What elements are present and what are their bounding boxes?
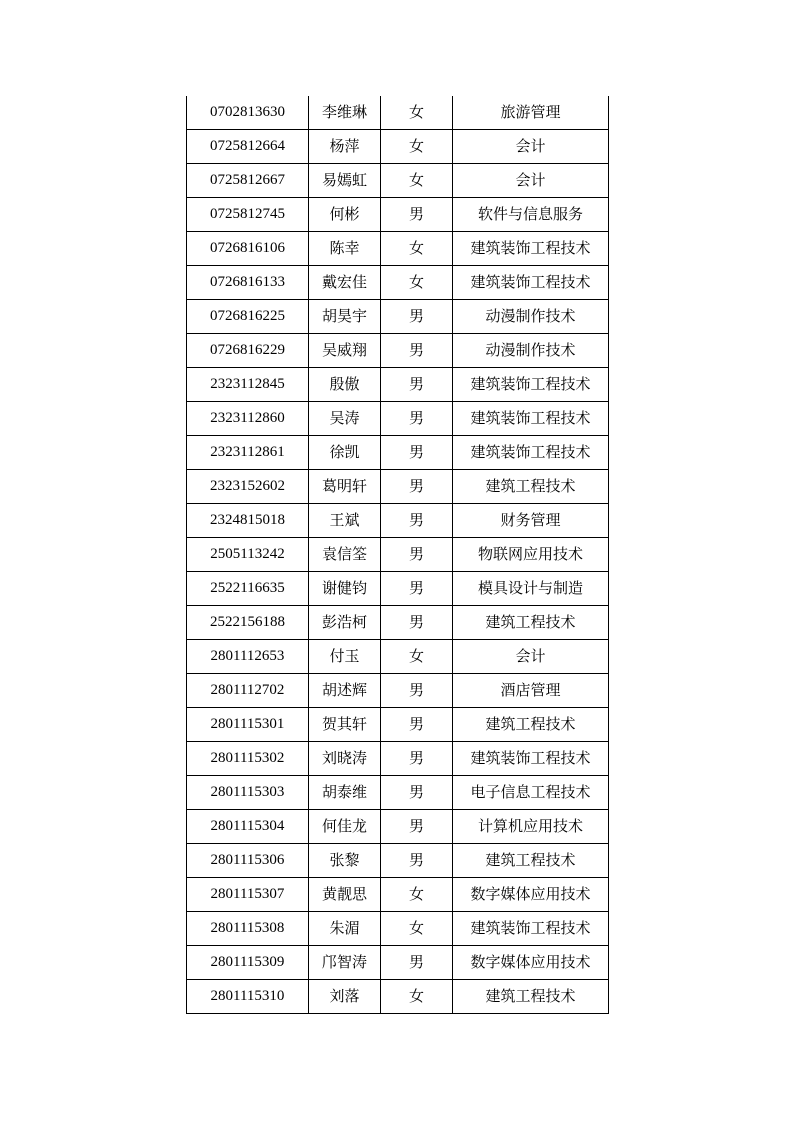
student-gender-cell: 男: [381, 198, 453, 232]
table-row: [187, 300, 609, 334]
student-major-cell: 建筑装饰工程技术: [453, 232, 609, 266]
student-id-cell: 2801112702: [187, 674, 309, 708]
student-gender-cell: 女: [381, 878, 453, 912]
student-table-body: [187, 96, 609, 1014]
student-id-cell: 0726816229: [187, 334, 309, 368]
student-id-cell: 0726816133: [187, 266, 309, 300]
student-name-cell: 付玉: [309, 640, 381, 674]
student-major-cell: 建筑工程技术: [453, 708, 609, 742]
table-row: [187, 368, 609, 402]
student-name-cell: 胡昊宇: [309, 300, 381, 334]
student-major-cell: 计算机应用技术: [453, 810, 609, 844]
student-gender-cell: 男: [381, 470, 453, 504]
student-major-cell: 旅游管理: [453, 96, 609, 130]
table-row: [187, 504, 609, 538]
table-row: [187, 742, 609, 776]
student-major-cell: 财务管理: [453, 504, 609, 538]
student-gender-cell: 女: [381, 640, 453, 674]
student-gender-cell: 男: [381, 538, 453, 572]
student-name-cell: 刘晓涛: [309, 742, 381, 776]
table-row: [187, 334, 609, 368]
student-major-cell: 建筑装饰工程技术: [453, 912, 609, 946]
student-gender-cell: 男: [381, 844, 453, 878]
student-id-cell: 2801115307: [187, 878, 309, 912]
table-row: [187, 844, 609, 878]
student-id-cell: 0726816225: [187, 300, 309, 334]
student-id-cell: 2324815018: [187, 504, 309, 538]
student-gender-cell: 女: [381, 164, 453, 198]
student-major-cell: 建筑装饰工程技术: [453, 402, 609, 436]
student-gender-cell: 女: [381, 912, 453, 946]
student-name-cell: 刘落: [309, 980, 381, 1014]
student-major-cell: 建筑工程技术: [453, 470, 609, 504]
student-id-cell: 2801115304: [187, 810, 309, 844]
student-gender-cell: 男: [381, 776, 453, 810]
table-row: [187, 776, 609, 810]
table-row: [187, 708, 609, 742]
student-id-cell: 2801115303: [187, 776, 309, 810]
student-gender-cell: 男: [381, 504, 453, 538]
student-gender-cell: 男: [381, 606, 453, 640]
table-row: [187, 96, 609, 130]
student-gender-cell: 男: [381, 674, 453, 708]
student-gender-cell: 男: [381, 368, 453, 402]
student-id-cell: 2323112861: [187, 436, 309, 470]
student-gender-cell: 女: [381, 980, 453, 1014]
table-row: [187, 470, 609, 504]
student-major-cell: 物联网应用技术: [453, 538, 609, 572]
student-gender-cell: 男: [381, 436, 453, 470]
student-id-cell: 2801115306: [187, 844, 309, 878]
student-major-cell: 会计: [453, 640, 609, 674]
student-major-cell: 动漫制作技术: [453, 334, 609, 368]
student-name-cell: 袁信筌: [309, 538, 381, 572]
student-name-cell: 徐凯: [309, 436, 381, 470]
student-major-cell: 会计: [453, 164, 609, 198]
student-name-cell: 黄靓思: [309, 878, 381, 912]
student-name-cell: 何佳龙: [309, 810, 381, 844]
student-name-cell: 张黎: [309, 844, 381, 878]
table-row: [187, 198, 609, 232]
student-name-cell: 吴威翔: [309, 334, 381, 368]
student-id-cell: 2522116635: [187, 572, 309, 606]
table-row: [187, 436, 609, 470]
student-id-cell: 0702813630: [187, 96, 309, 130]
table-row: [187, 674, 609, 708]
student-id-cell: 0725812745: [187, 198, 309, 232]
student-gender-cell: 女: [381, 130, 453, 164]
table-row: [187, 878, 609, 912]
table-row: [187, 572, 609, 606]
student-name-cell: 邝智涛: [309, 946, 381, 980]
table-row: [187, 538, 609, 572]
student-id-cell: 2505113242: [187, 538, 309, 572]
student-gender-cell: 男: [381, 810, 453, 844]
student-name-cell: 贺其轩: [309, 708, 381, 742]
student-major-cell: 建筑装饰工程技术: [453, 368, 609, 402]
student-name-cell: 葛明轩: [309, 470, 381, 504]
student-major-cell: 会计: [453, 130, 609, 164]
student-name-cell: 吴涛: [309, 402, 381, 436]
student-name-cell: 胡泰维: [309, 776, 381, 810]
table-row: [187, 266, 609, 300]
student-major-cell: 动漫制作技术: [453, 300, 609, 334]
table-row: [187, 912, 609, 946]
table-row: [187, 232, 609, 266]
student-major-cell: 酒店管理: [453, 674, 609, 708]
student-name-cell: 彭浩柯: [309, 606, 381, 640]
student-gender-cell: 男: [381, 708, 453, 742]
student-name-cell: 李维琳: [309, 96, 381, 130]
student-major-cell: 软件与信息服务: [453, 198, 609, 232]
table-row: [187, 980, 609, 1014]
student-id-cell: 2801115302: [187, 742, 309, 776]
student-gender-cell: 男: [381, 572, 453, 606]
student-id-cell: 2522156188: [187, 606, 309, 640]
student-major-cell: 建筑工程技术: [453, 844, 609, 878]
student-name-cell: 陈幸: [309, 232, 381, 266]
student-id-cell: 2323112845: [187, 368, 309, 402]
student-name-cell: 杨萍: [309, 130, 381, 164]
student-major-cell: 建筑装饰工程技术: [453, 742, 609, 776]
table-row: [187, 402, 609, 436]
student-gender-cell: 女: [381, 266, 453, 300]
student-major-cell: 模具设计与制造: [453, 572, 609, 606]
student-id-cell: 2801115308: [187, 912, 309, 946]
student-major-cell: 建筑工程技术: [453, 980, 609, 1014]
student-id-cell: 0725812667: [187, 164, 309, 198]
student-gender-cell: 男: [381, 946, 453, 980]
student-gender-cell: 男: [381, 742, 453, 776]
student-major-cell: 建筑工程技术: [453, 606, 609, 640]
student-major-cell: 数字媒体应用技术: [453, 878, 609, 912]
student-id-cell: 0726816106: [187, 232, 309, 266]
student-id-cell: 2801115309: [187, 946, 309, 980]
student-id-cell: 2801115310: [187, 980, 309, 1014]
student-gender-cell: 女: [381, 232, 453, 266]
student-id-cell: 2801115301: [187, 708, 309, 742]
student-gender-cell: 男: [381, 300, 453, 334]
table-row: [187, 640, 609, 674]
student-name-cell: 胡述辉: [309, 674, 381, 708]
student-name-cell: 易嫣虹: [309, 164, 381, 198]
student-gender-cell: 男: [381, 334, 453, 368]
student-id-cell: 2323152602: [187, 470, 309, 504]
student-major-cell: 电子信息工程技术: [453, 776, 609, 810]
table-row: [187, 946, 609, 980]
table-row: [187, 810, 609, 844]
student-name-cell: 何彬: [309, 198, 381, 232]
table-row: [187, 164, 609, 198]
student-name-cell: 朱湄: [309, 912, 381, 946]
student-name-cell: 殷傲: [309, 368, 381, 402]
student-gender-cell: 男: [381, 402, 453, 436]
student-name-cell: 戴宏佳: [309, 266, 381, 300]
student-major-cell: 建筑装饰工程技术: [453, 266, 609, 300]
table-row: [187, 606, 609, 640]
student-major-cell: 建筑装饰工程技术: [453, 436, 609, 470]
table-row: [187, 130, 609, 164]
student-gender-cell: 女: [381, 96, 453, 130]
student-name-cell: 谢健钧: [309, 572, 381, 606]
student-table: [186, 96, 609, 1014]
student-name-cell: 王斌: [309, 504, 381, 538]
student-id-cell: 2323112860: [187, 402, 309, 436]
student-major-cell: 数字媒体应用技术: [453, 946, 609, 980]
student-id-cell: 0725812664: [187, 130, 309, 164]
student-id-cell: 2801112653: [187, 640, 309, 674]
